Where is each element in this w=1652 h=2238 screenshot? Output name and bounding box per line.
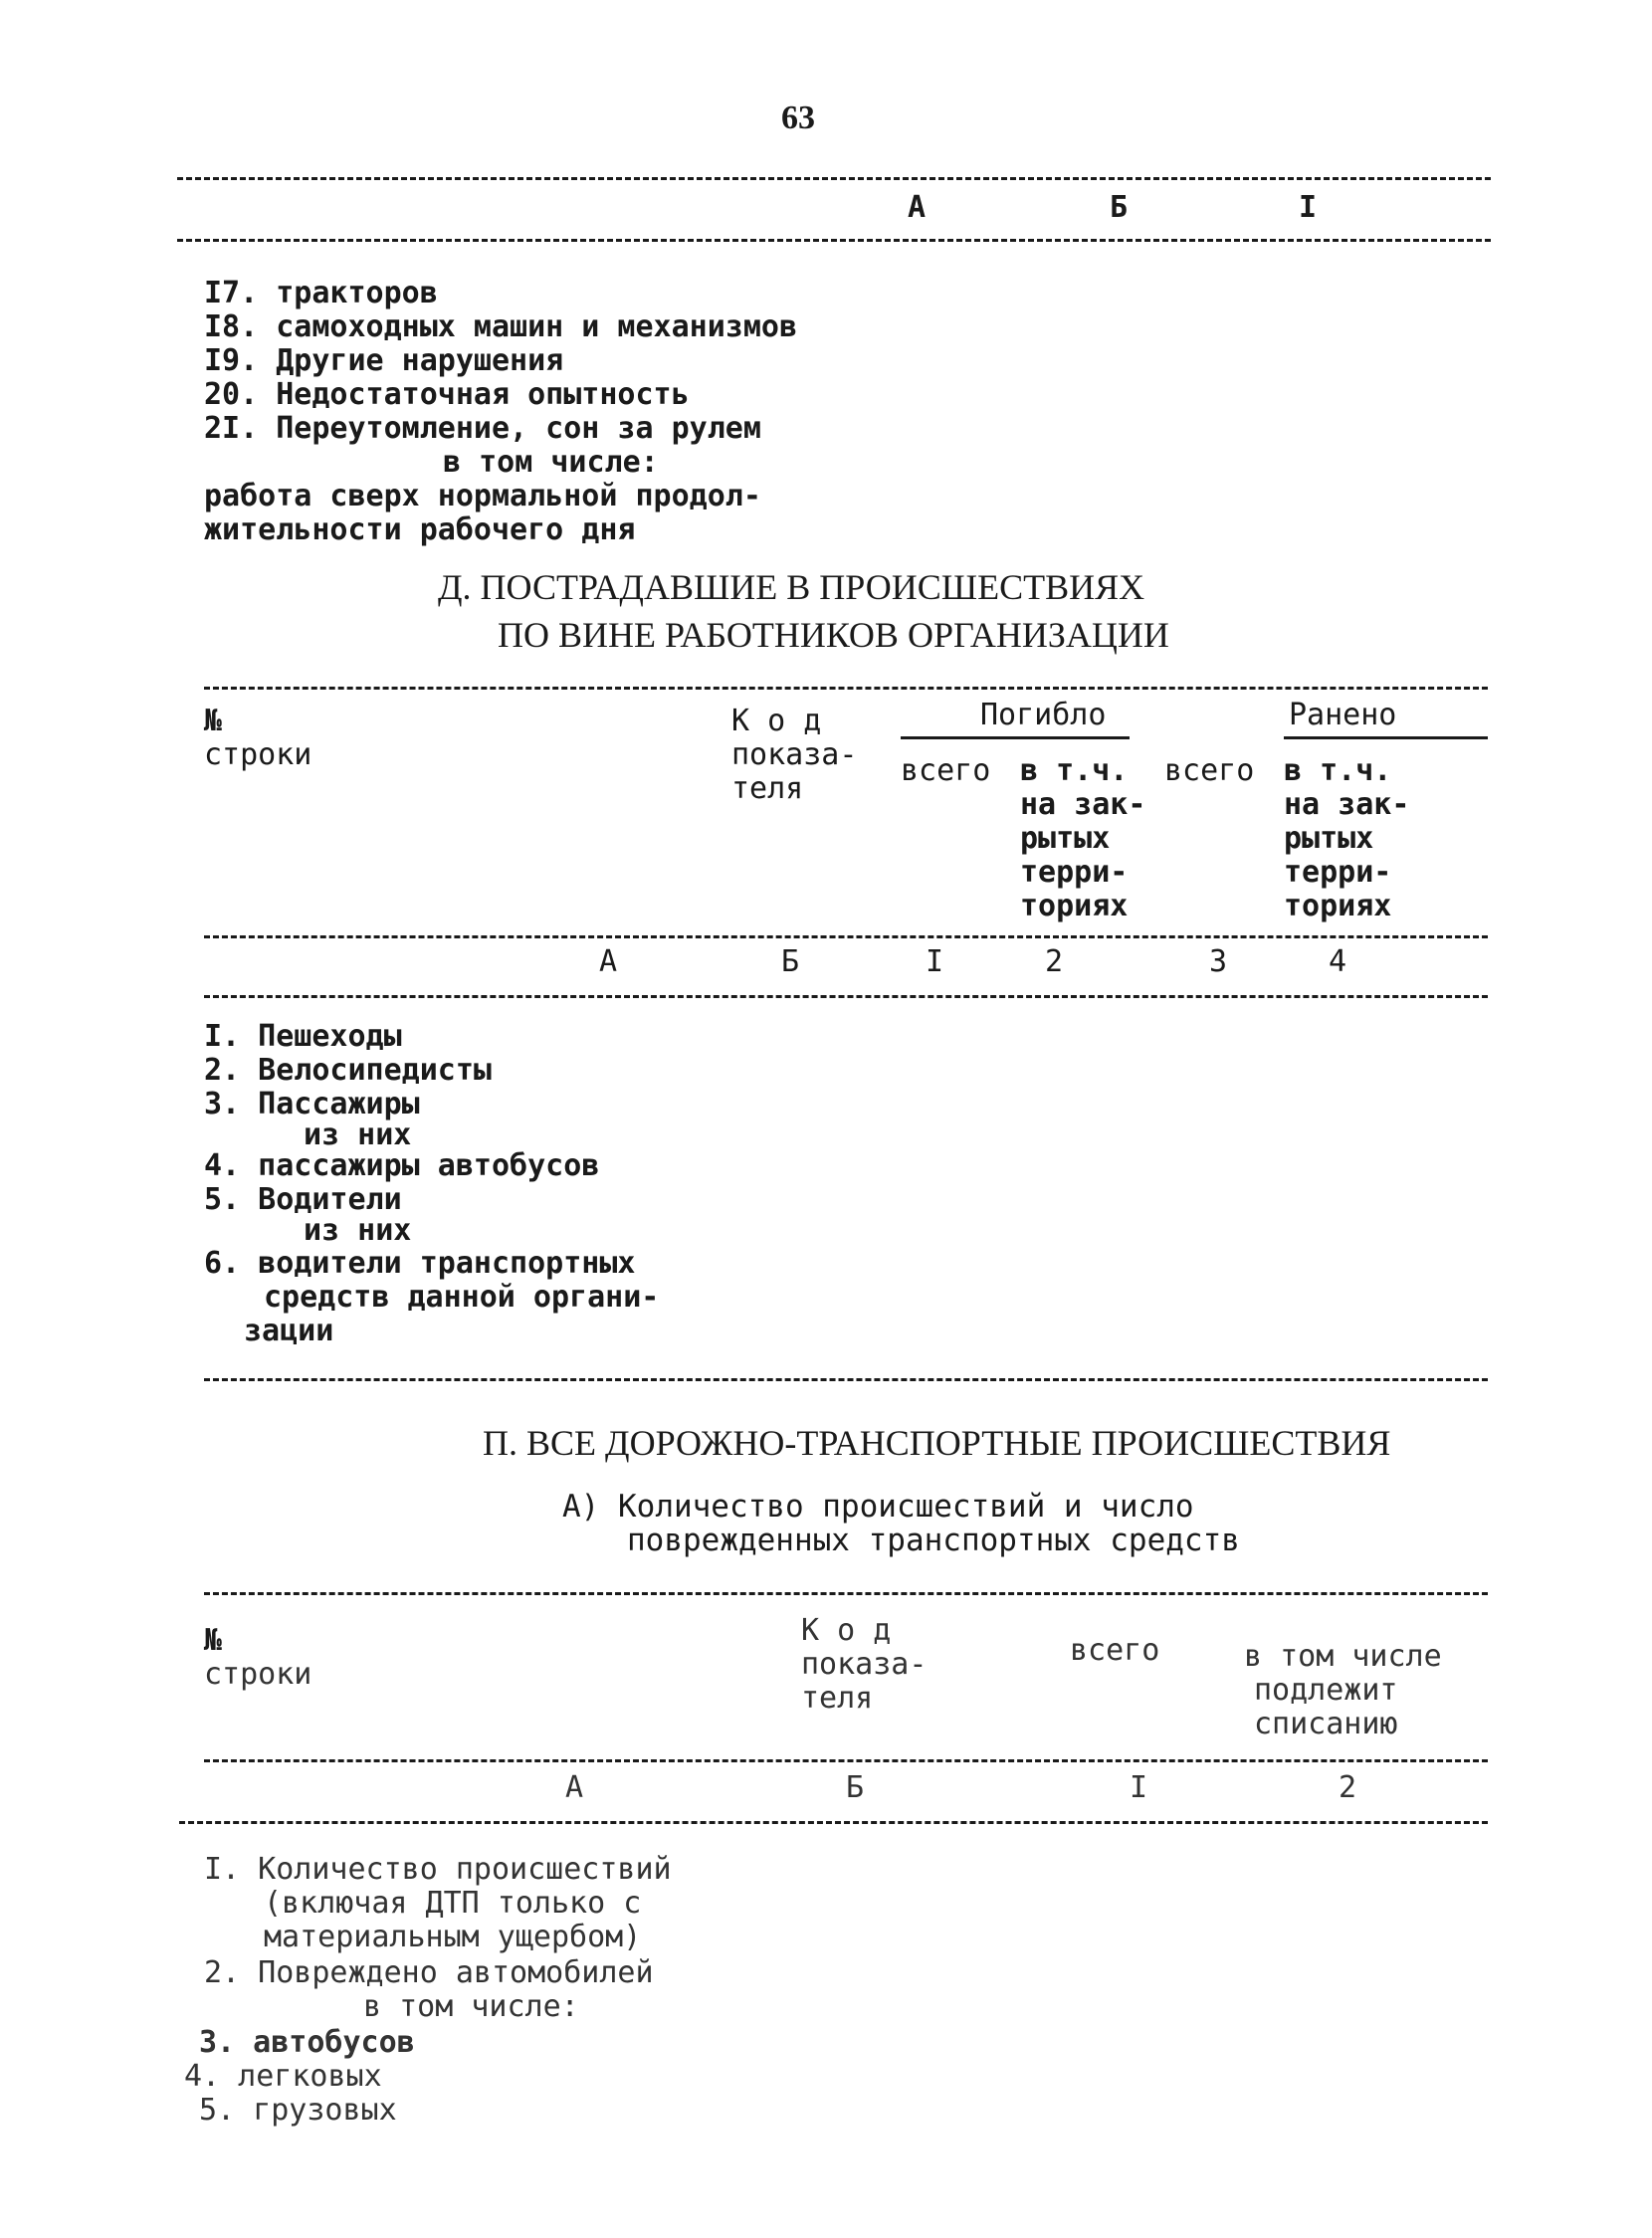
- column-label-4: 4: [1329, 944, 1347, 979]
- header-code-label: теля: [731, 771, 804, 806]
- list-item: (включая ДТП только с: [264, 1886, 642, 1921]
- column-label-a: А: [908, 190, 927, 225]
- list-item: средств данной органи-: [264, 1280, 660, 1315]
- column-label-a: А: [599, 944, 618, 979]
- list-item: зации: [244, 1314, 334, 1348]
- column-label-b: Б: [846, 1770, 865, 1805]
- list-item: 2. Велосипедисты: [204, 1053, 492, 1088]
- list-item: 4. пассажиры автобусов: [204, 1148, 600, 1183]
- underline: [1284, 736, 1488, 739]
- column-label-2: 2: [1339, 1770, 1357, 1805]
- header-incl-killed: терри-: [1020, 855, 1129, 890]
- divider: [177, 177, 1491, 180]
- underline: [901, 736, 1130, 739]
- header-wounded: Ранено: [1289, 698, 1397, 732]
- section-title: П. ВСЕ ДОРОЖНО-ТРАНСПОРТНЫЕ ПРОИСШЕСТВИЯ: [483, 1423, 1391, 1463]
- column-label-1: I: [926, 944, 944, 979]
- header-incl: в том числе: [1244, 1639, 1442, 1674]
- list-item: 3. автобусов: [199, 2025, 415, 2060]
- header-number-sign: №: [204, 704, 223, 738]
- header-row-label: строки: [204, 1657, 312, 1692]
- list-item: материальным ущербом): [264, 1920, 642, 1954]
- list-item: I7. тракторов: [204, 276, 438, 310]
- header-incl-killed: рытых: [1020, 821, 1111, 856]
- section-subtitle: А) Количество происшествий и число: [562, 1489, 1194, 1525]
- header-code-label: показа-: [731, 737, 858, 772]
- list-item: I. Количество происшествий: [204, 1852, 672, 1887]
- header-total-wounded: всего: [1164, 753, 1255, 788]
- list-item: 20. Недостаточная опытность: [204, 377, 690, 412]
- header-incl: списанию: [1254, 1707, 1398, 1741]
- header-incl-wounded: рытых: [1284, 821, 1374, 856]
- list-item: 2. Повреждено автомобилей: [204, 1955, 654, 1990]
- header-incl-killed: на зак-: [1020, 787, 1146, 822]
- column-label-2: 2: [1045, 944, 1064, 979]
- header-code-label: показа-: [801, 1647, 928, 1682]
- header-number-sign: №: [204, 1623, 223, 1658]
- column-label-a: А: [565, 1770, 584, 1805]
- header-code-label: теля: [801, 1681, 874, 1716]
- list-item: I8. самоходных машин и механизмов: [204, 309, 798, 344]
- column-label-b: Б: [781, 944, 800, 979]
- header-incl-wounded: на зак-: [1284, 787, 1410, 822]
- header-incl-killed: в т.ч.: [1020, 753, 1129, 788]
- divider: [204, 1759, 1488, 1762]
- header-total: всего: [1070, 1633, 1160, 1668]
- header-incl: подлежит: [1254, 1673, 1398, 1708]
- header-killed: Погибло: [980, 698, 1107, 732]
- page-number: 63: [781, 100, 815, 136]
- header-incl-wounded: терри-: [1284, 855, 1392, 890]
- list-item: I. Пешеходы: [204, 1019, 402, 1054]
- header-total-killed: всего: [901, 753, 991, 788]
- divider: [204, 1378, 1488, 1381]
- list-item: 6. водители транспортных: [204, 1246, 636, 1281]
- column-label-1: I: [1130, 1770, 1148, 1805]
- list-item: 3. Пассажиры: [204, 1087, 420, 1121]
- divider: [204, 1592, 1488, 1595]
- divider: [204, 935, 1488, 938]
- list-item: 4. легковых: [184, 2059, 382, 2094]
- divider: [177, 239, 1491, 242]
- column-label-b: Б: [1110, 190, 1129, 225]
- column-label-3: 3: [1209, 944, 1228, 979]
- header-incl-killed: ториях: [1020, 889, 1129, 923]
- list-item: I9. Другие нарушения: [204, 343, 564, 378]
- divider: [204, 687, 1488, 690]
- list-item: в том числе:: [443, 445, 659, 480]
- header-row-label: строки: [204, 737, 312, 772]
- list-item: 5. грузовых: [199, 2093, 397, 2128]
- column-label-1: I: [1299, 190, 1318, 225]
- header-incl-wounded: в т.ч.: [1284, 753, 1392, 788]
- divider: [204, 995, 1488, 998]
- list-item: из них: [304, 1118, 412, 1152]
- list-item: из них: [304, 1213, 412, 1248]
- divider: [179, 1821, 1488, 1824]
- list-item: работа сверх нормальной продол-: [204, 479, 761, 513]
- list-item: 5. Водители: [204, 1182, 402, 1217]
- list-item: 2I. Переутомление, сон за рулем: [204, 411, 761, 446]
- section-title: Д. ПОСТРАДАВШИЕ В ПРОИСШЕСТВИЯХ: [438, 567, 1145, 607]
- section-title: ПО ВИНЕ РАБОТНИКОВ ОРГАНИЗАЦИИ: [498, 615, 1169, 655]
- section-subtitle: поврежденных транспортных средств: [627, 1523, 1240, 1558]
- header-incl-wounded: ториях: [1284, 889, 1392, 923]
- list-item: в том числе:: [363, 1989, 579, 2024]
- list-item: жительности рабочего дня: [204, 512, 636, 547]
- header-code-label: К о д: [731, 704, 822, 738]
- header-code-label: К о д: [801, 1613, 892, 1648]
